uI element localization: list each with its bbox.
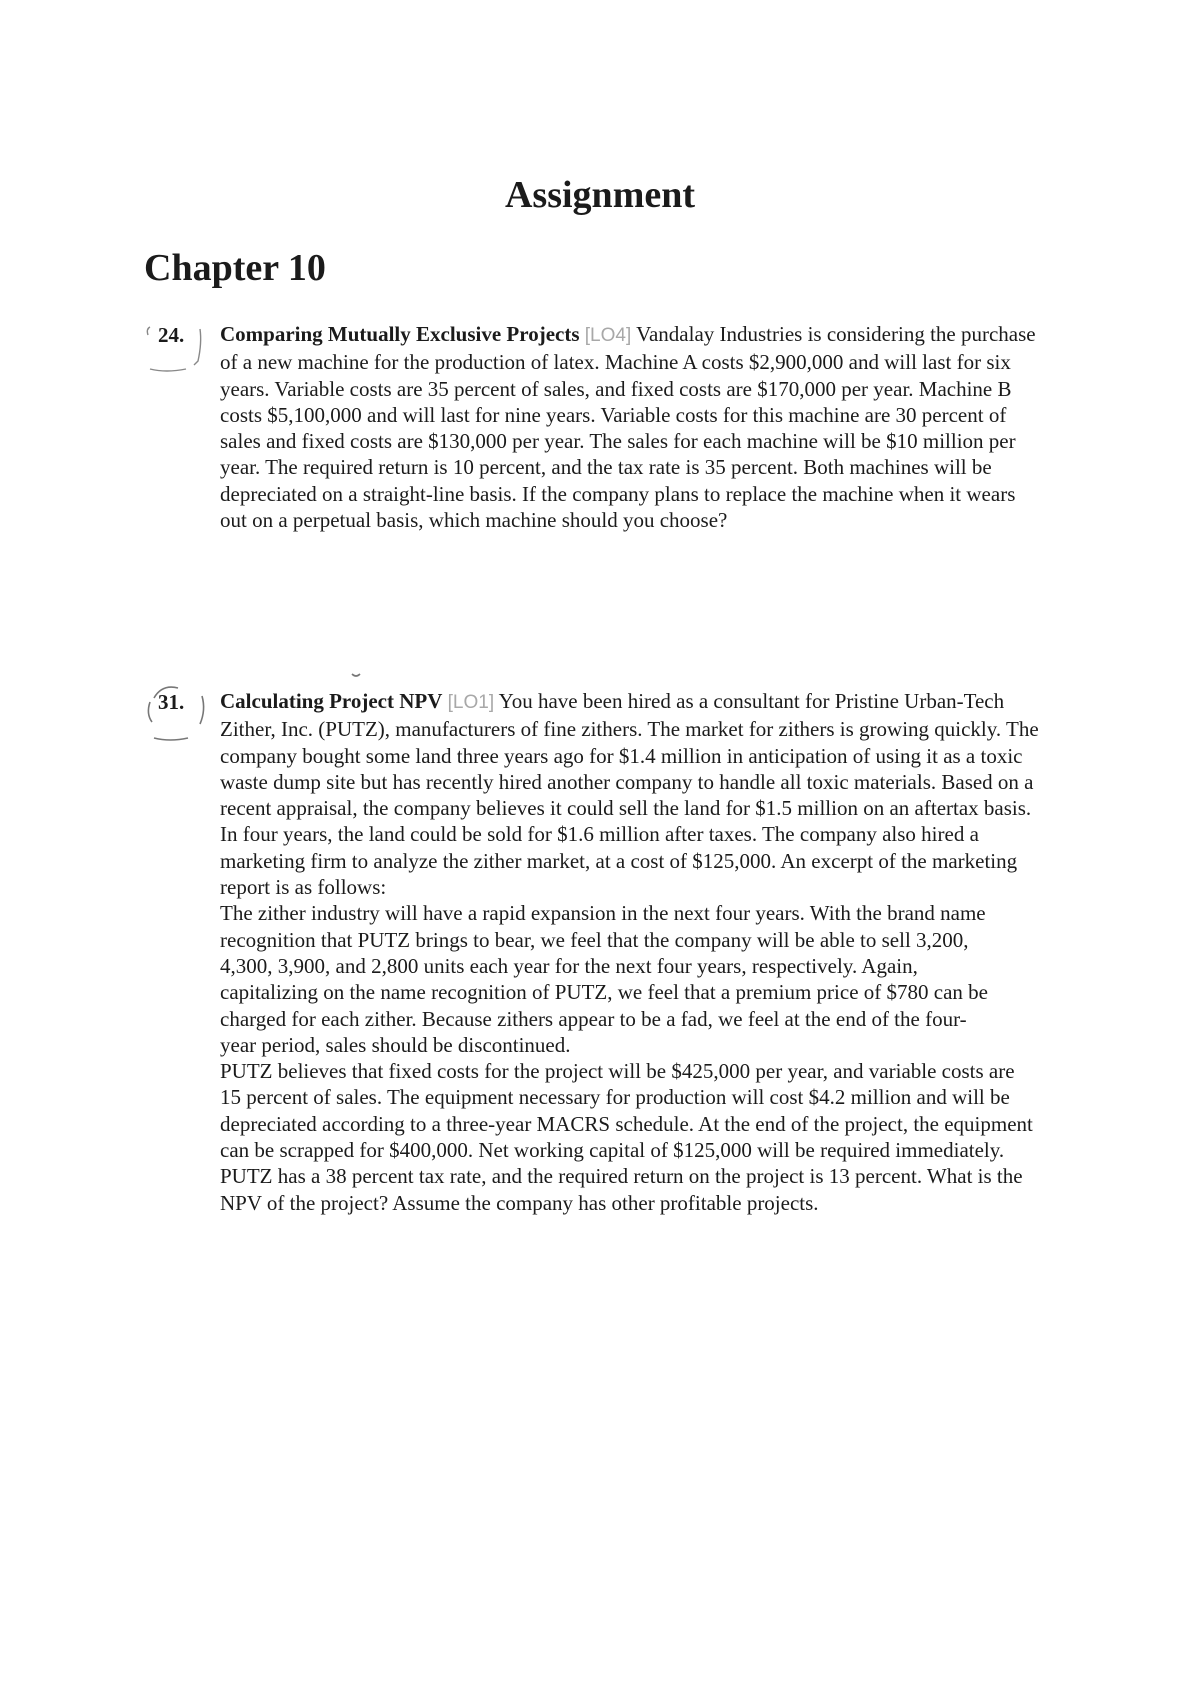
learning-objective: [LO1]	[447, 692, 495, 713]
marketing-excerpt: The zither industry will have a rapid expansion in the next four years. With the brand name recognition that PUTZ brings to bear, we feel that the company will be able to sell 3,200, 4,300, 3,900, and 2,800 units each year for the next four years, respectively. Again, capitalizing on the name recognition of PUTZ, we feel that a premium price of $780 can be charged for each zither. Because zithers appear to be a fad, we feel at the end of the four-year period, sales should be discontinued.	[220, 901, 988, 1057]
page-title: Assignment	[504, 174, 696, 216]
problem-number: 31.	[158, 690, 185, 714]
problem-number-marker	[144, 321, 212, 381]
problem-text	[220, 321, 1040, 533]
learning-objective: [LO4]	[584, 325, 632, 346]
problem-title: Comparing Mutually Exclusive Projects	[220, 322, 580, 346]
problem-closing: PUTZ believes that fixed costs for the project will be $425,000 per year, and variable costs are 15 percent of sales. The equipment necessary for production will cost $4.2 million and will be depreciated according to a three-year MACRS schedule. At the end of the project, the equipment can be scrapped for $400,000. Net working capital of $125,000 will be required immediately. PUTZ has a 38 percent tax rate, and the required return on the project is 13 percent. What is the NPV of the project? Assume the company has other profitable projects.	[220, 1059, 1033, 1215]
problem-text	[220, 688, 1040, 1216]
problem-intro	[220, 688, 1040, 900]
problem-title: Calculating Project NPV	[220, 689, 443, 713]
problem-number-marker	[144, 688, 212, 748]
problem-description: Vandalay Industries is considering the purchase of a new machine for the production of latex. Machine A costs $2,900,000 and will last for six years. Variable costs are 35 percent of sales, and fixed costs are $170,000 per year. Machine B costs $5,100,000 and will last for nine years. Variable costs for this machine are 30 percent of sales and fixed costs are $130,000 per year. The sales for each machine will be $10 million per year. The required return is 10 percent, and the tax rate is 35 percent. Both machines will be depreciated on a straight-line basis. If the company plans to replace the machine when it wears out on a perpetual basis, which machine should you choose?	[220, 322, 1036, 533]
chapter-heading: Chapter 10	[144, 247, 326, 289]
problem-number: 24.	[158, 323, 185, 347]
problem-description: You have been hired as a consultant for Pristine Urban-Tech Zither, Inc. (PUTZ), manufacturers of fine zithers. The market for zithers is growing quickly. The company bought some land three years ago for $1.4 million in anticipation of using it as a toxic waste dump site but has recently hired another company to handle all toxic materials. Based on a recent appraisal, the company believes it could sell the land for $1.5 million on an aftertax basis. In four years, the land could be sold for $1.6 million after taxes. The company also hired a marketing firm to analyze the zither market, at a cost of $125,000. An excerpt of the marketing report is as follows:	[220, 689, 1039, 900]
